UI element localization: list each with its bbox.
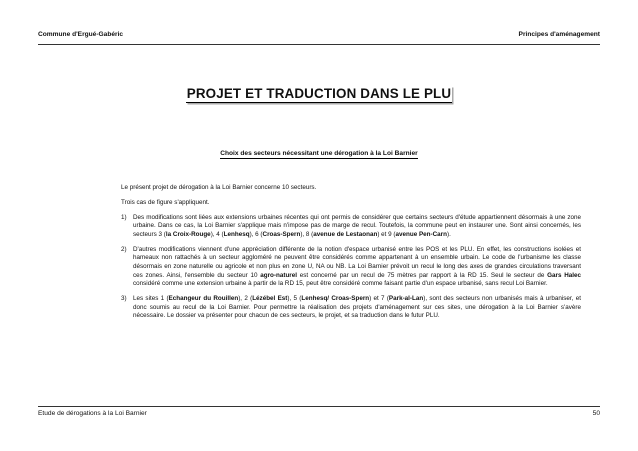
page-header bbox=[38, 31, 600, 43]
page-footer bbox=[38, 410, 600, 420]
text-run: ), 8 ( bbox=[300, 230, 314, 238]
text-run: D'autres modifications viennent d'une appréciation différente de la notion d'espace urbanisé entre les POS et les PLU. En effet, les constructions isolées et hameaux non rattachés à un secteur aggloméré ne peuvent être considérés comme appartenant à un ensemble urbain. Le code de l'urbanisme les classe désormais en zone naturelle ou agricole et non plus en zone U, NA ou NB. La Loi Barnier prévoit un recul le long des axes de grandes circulations traversant ces zones. Ainsi, l'ensemble du secteur 10 bbox=[133, 245, 581, 279]
place-name: Lenhesq bbox=[223, 230, 250, 238]
list-item-text bbox=[133, 246, 581, 289]
text-run: ), 2 ( bbox=[238, 295, 253, 303]
text-run: est concerné par un recul de 75 mètres par rapport à la RD 15. Seul le secteur de bbox=[297, 271, 548, 279]
list-item-number: 3) bbox=[121, 295, 127, 303]
text-run: ), 4 ( bbox=[210, 230, 224, 238]
list-item bbox=[121, 214, 581, 240]
list-item bbox=[121, 295, 581, 321]
page-title-text: PROJET ET TRADUCTION DANS LE PLU bbox=[186, 86, 452, 101]
list-item-text bbox=[133, 295, 581, 321]
page-number: 50 bbox=[592, 410, 600, 417]
header-rule bbox=[38, 44, 600, 45]
section-subtitle-text: Choix des secteurs nécessitant une dérogation à la Loi Barnier bbox=[220, 150, 418, 157]
list-item-number: 1) bbox=[121, 213, 127, 221]
place-name: Croas-Spern bbox=[262, 230, 301, 238]
place-name: Park-al-Lan bbox=[388, 295, 424, 303]
header-section: Principes d'aménagement bbox=[518, 31, 600, 38]
text-run: considéré comme une extension urbaine à partir de la RD 15, peut être considéré comme faisant partie d'un espace urbanisé, sans recul Loi Barnier. bbox=[133, 280, 548, 288]
intro-paragraph: Le présent projet de dérogation à la Loi Barnier concerne 10 secteurs. bbox=[121, 184, 317, 191]
place-name: avenue de Lestaonan bbox=[313, 230, 378, 238]
cases-intro-paragraph: Trois cas de figure s'appliquent. bbox=[121, 198, 210, 206]
list-item-text bbox=[133, 214, 581, 240]
place-name: Lézébel Est bbox=[252, 295, 288, 303]
section-subtitle bbox=[0, 150, 638, 157]
text-run: Des modifications sont liées aux extensions urbaines récentes qui ont permis de considérer que certains secteurs d'étude appartiennent désormais à une zone urbaine. Dans ce cas, la Loi Barnier s'applique mais n'impose pas de marge de recul. Toutefois, la commune peut en instaurer une. Sont ainsi concernés, les secteurs 3 ( bbox=[133, 213, 581, 238]
place-name: Lenhesq/ Croas-Spern bbox=[301, 295, 370, 303]
text-run: ). bbox=[446, 230, 451, 238]
place-name: Gars Halec bbox=[547, 271, 582, 279]
text-run: ) et 9 ( bbox=[377, 230, 396, 238]
body-text bbox=[121, 184, 581, 327]
text-run: ), 6 ( bbox=[249, 230, 263, 238]
footer-rule bbox=[38, 406, 600, 407]
footer-document-title: Etude de dérogations à la Loi Barnier bbox=[38, 410, 147, 417]
text-run: Les sites 1 ( bbox=[133, 295, 169, 303]
page-title bbox=[0, 86, 638, 103]
place-name: Echangeur du Rouillen bbox=[168, 295, 239, 303]
text-run: ) et 7 ( bbox=[369, 295, 389, 303]
list-item-number: 2) bbox=[121, 245, 127, 253]
list-item bbox=[121, 246, 581, 289]
header-commune: Commune d'Ergué-Gabéric bbox=[38, 31, 124, 38]
place-name: agro-naturel bbox=[260, 271, 297, 279]
place-name: la Croix-Rouge bbox=[165, 230, 211, 238]
place-name: avenue Pen-Carn bbox=[395, 230, 447, 238]
text-run: ), sont des secteurs non urbanisés mais à urbaniser, et donc soumis au recul de la Loi Barnier. Pour permettre la réalisation des projets d'aménagement sur ces sites, une dérogation à la Loi Barnier s'avère nécessaire. Le dossier va présenter pour chacun de ces secteurs, le projet, et sa traduction dans le futur PLU. bbox=[133, 295, 581, 320]
text-run: ), 5 ( bbox=[287, 295, 302, 303]
